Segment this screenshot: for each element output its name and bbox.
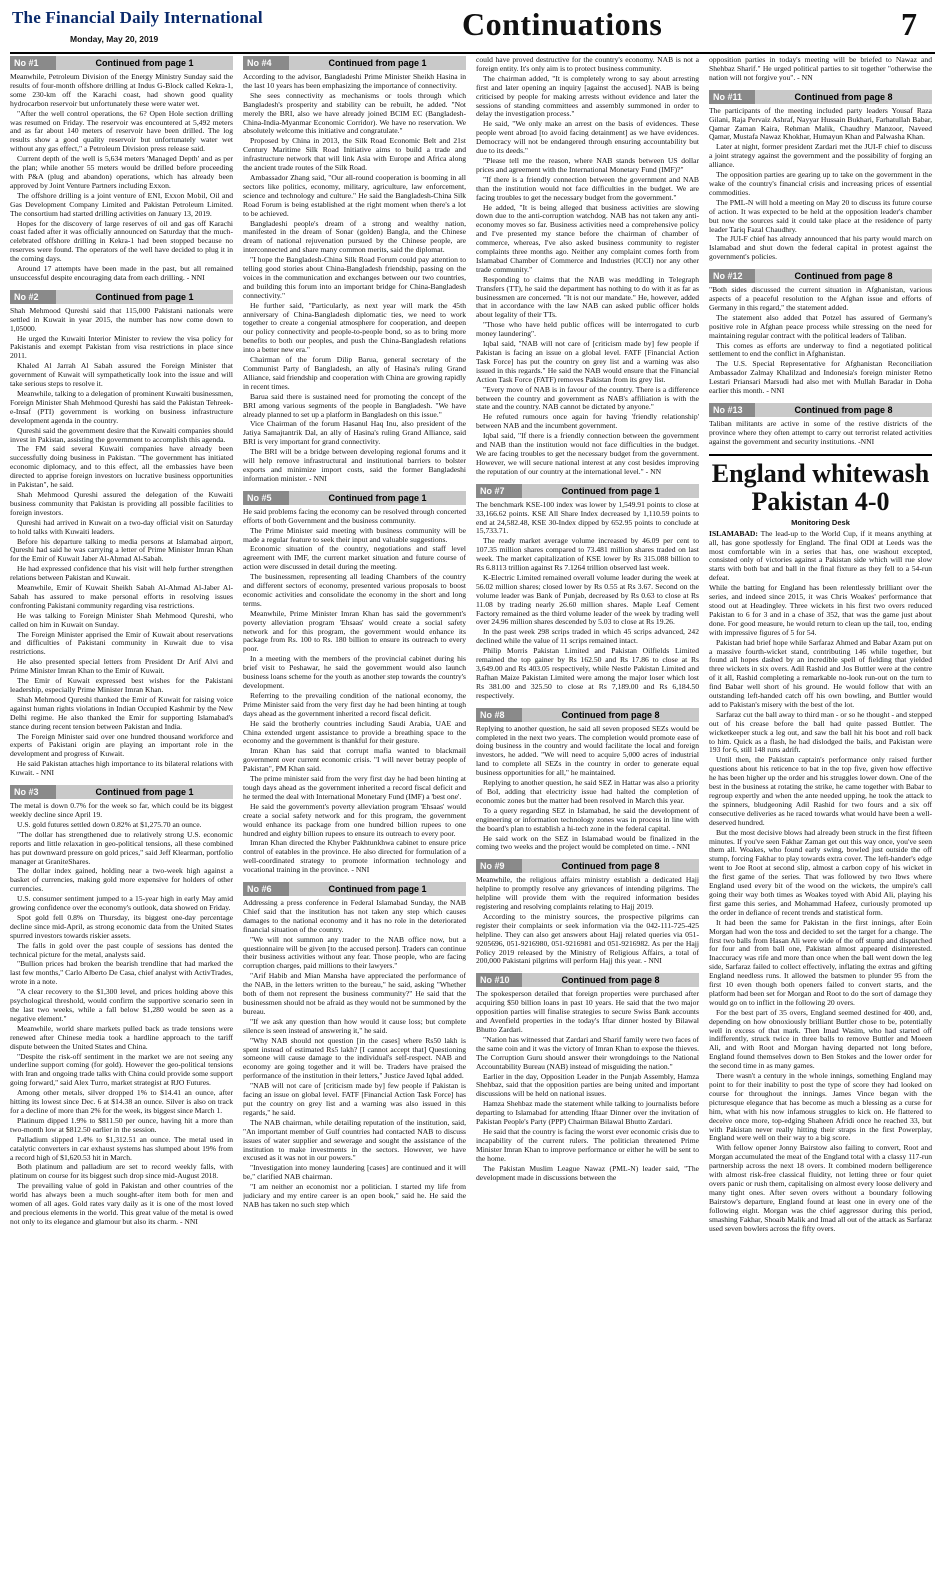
- masthead: [10, 6, 935, 54]
- story-header: [243, 882, 466, 896]
- story-body: [709, 286, 932, 396]
- story-paragraph: Shah Mehmood Qureshi said that 115,000 Pakistani nationals were settled in Kuwait in year 2015, the number has now come down to 1,05000.: [10, 305, 233, 333]
- story-title: Continued from page 8: [522, 708, 699, 722]
- story-paragraph: Meanwhile, world share markets pulled back as trade tensions were renewed after Chinese media took a hardline approach to the tariff dispute between the United States and China.: [10, 1023, 233, 1051]
- story-4: [243, 56, 466, 484]
- story-paragraph: Replying to another question, he said SEZ in Hattar was also a priority of BoI, adding that electricity issue had halted the completion of economic zones but the matter had been resolved in March this year.: [476, 778, 699, 805]
- article-paragraph: But the most decisive blows had already been struck in the first fifteen minutes. If you've seen Fakhar Zaman get out this way once, you've seen them all. Woakes, who found early swing, bowled just outside the off stump, forcing Fakhar to play towards extra cover. The left-hander's edge went to Joe Root at second slip, almost a carbon copy of his wicket in the first game of the series. That was followed by two lbws where England used every bit of the wood on the wickets, the umpire's call going their way both times as Woakes toyed with Abid Ali, playing his first game this series, and Mohammad Hafeez, curiously promoted up the order in defiance of recent trends and statistical form.: [709, 827, 932, 917]
- story-paragraph: "Please tell me the reason, where NAB stands between US dollar prices and agreement with the International Monetary Fund (IMF)?": [476, 155, 699, 174]
- story-paragraph: Meanwhile, the religious affairs ministry establish a dedicated Hajj helpline to promptly resolve any grievances of intending pilgrims. The helpline will provide them with the required information besides registering and resolving complaints relating to Hajj 2019.: [476, 875, 699, 912]
- story-number: No #13: [709, 403, 755, 417]
- story-paragraph: According to the ministry sources, the prospective pilgrims can register their complaints or seek information via the 042-111-725-425 helpline. They can also get answers about Hajj related queries via 051-9205696, 051-9216980, 051-9216981 and 051-9216982. As per the Hajj Policy 2019 released by the Ministry of Religious Affairs, a total of 200,000 Pakistani pilgrims will perform Hajj this year. - NNI: [476, 911, 699, 966]
- story-body: [476, 725, 699, 853]
- story-paragraph: Philip Morris Pakistan Limited and Pakistan Oilfields Limited remained the top gainer by Rs 162.50 and Rs 17.86 to close at Rs 3,649.00 and Rs 403.05 respectively, while Nestle Pakistan Limited and Rafhan Maize Pakistan Limited were among the major loser which lost Rs 381.00 and 325.50 to close at Rs 7,189.00 and Rs 6,184.50 respectively.: [476, 646, 699, 700]
- story-title: Continued from page 1: [289, 491, 466, 505]
- story-paragraph: He said Pakistan attaches high importance to its bilateral relations with Kuwait. - NNI: [10, 759, 233, 778]
- story-paragraph: Qureshi had arrived in Kuwait on a two-day official visit on Saturday to hold talks with Kuwaiti leaders.: [10, 517, 233, 536]
- story-paragraph: "If we ask any question than how would it cause loss; but complete silence is seen instead of answering it," he said.: [243, 1016, 466, 1035]
- story-paragraph: The statement also added that Potzel has assured of Germany's positive role in Afghan peace process while stressing on the need for maintaining regular contract with the political leaders of Taliban.: [709, 312, 932, 340]
- story-paragraph: "Bullion prices had broken the bearish trendline that had marked the last few months," Carlo Alberto De Casa, chief analyst with ActivTrades, wrote in a note.: [10, 959, 233, 987]
- story-header: [243, 56, 466, 70]
- story-paragraph: He said work on the SEZ in Islamabad would be finalized in the coming two weeks and the project would be completed on time. - NNI: [476, 833, 699, 852]
- story-paragraph: "If there is a friendly connection between the government and NAB than the institution would not face difficulties in the budget. We are facing troubles to get the necessary budget from the government.": [476, 174, 699, 202]
- story-paragraph: "Arif Habib and Mian Mansha have appreciated the performance of the NAB, in the letters written to the bureau," he said, asking "Whether both of them not represent the business community?" He said that the businessmen should not be afraid as they would not be summoned by the bureau.: [243, 971, 466, 1016]
- story-header: [10, 56, 233, 70]
- story-paragraph: Meanwhile, talking to a delegation of prominent Kuwaiti businessmen, Foreign Minister Shah Mehmood Qureshi has said the Pakistan Tehreek-e-Insaf (PTI) government is working on business infrastructure development agenda in the country.: [10, 389, 233, 425]
- page-number: 7: [901, 6, 917, 42]
- column-4: [709, 56, 932, 1581]
- story-paragraph: Iqbal said, "NAB will not care of [criticism made by] few people if Pakistan is facing an issue on a global level. FATF [Financial Action Task Force] has put the country on grey list and a warning was also issued in this regards." He said the NAB would ensure that the Financial Action Task Force (FATF) removes Pakistan from its grey list.: [476, 339, 699, 384]
- story-paragraph: "NAB will not care of [criticism made by] few people if Pakistan is facing an issue on global level. FATF [Financial Action Task Force] has put the country on grey list and a warning was also issued in this regards," he said.: [243, 1081, 466, 1117]
- story-paragraph: He was talking to Foreign Minister Shah Mehmood Qureshi, who called on him in Kuwait on Sunday.: [10, 610, 233, 629]
- story-number: No #9: [476, 859, 522, 873]
- story-paragraph: Ambassador Zhang said, "Our all-round cooperation is booming in all sectors like politics, economy, military, agriculture, law enforcement, science and technology and culture." He said the Bangladesh-China Silk Road Forum is being established at the right moment when there's a lot to be achieved.: [243, 172, 466, 218]
- story-paragraph: The participants of the meeting included party leaders Yousaf Raza Gilani, Raja Pervaiz Ashraf, Nayyar Hussain Bukhari, Farhatullah Babar, Qamar Zaman Kaira, Rehman Malik, Chaudhry Manzoor, Naveed Qamar, Mustafa Nawaz Khokhar, Humayun Khan and Palwasha Khan.: [709, 105, 932, 142]
- story-paragraph: Responding to claims that the NAB was meddling in Telegraph Transfers (TT), he said the department has nothing to do with it as far as businessmen are concerned. "It is not our mandate." He, however, added that in accordance with the law NAB can asked public officer holds about legality of their TTs.: [476, 274, 699, 320]
- story-body: [709, 420, 932, 447]
- story-paragraph: The offshore drilling is a joint venture of ENI, Exxon Mobil, Oil and Gas Development Company Limited and Pakistan Petroleum Limited. The consortium had started drilling activities on January 13, 2019.: [10, 190, 233, 218]
- story-paragraph: Both platinum and palladium are set to record weekly falls, with platinum on course for its biggest such drop since mid-August 2018.: [10, 1162, 233, 1181]
- england-byline: Monitoring Desk: [791, 517, 850, 527]
- story-header: [476, 859, 699, 873]
- story-paragraph: "Despite the risk-off sentiment in the market we are not seeing any underline support coming (for gold). However the geo-political tensions with Iran and ongoing trade talks with China could provide some support going forward," said Alex Turro, market strategist at RJO Futures.: [10, 1051, 233, 1088]
- story-body: [243, 508, 466, 875]
- story-paragraph: He further said, "Particularly, as next year will mark the 45th anniversary of China-Bangladesh diplomatic ties, we need to work together to create a congenial atmosphere for cooperation, and deepen our policy connectivity and people-to-people bond, so as to bring more benefits to both our peoples, and push the China-Bangladesh relations into a better new era.": [243, 300, 466, 355]
- story-paragraph: The spokesperson detailed that foreign properties were purchased after acquiring $50 billion loans in past 10 years. He said that the two major opposition parties will finalise strategies to secure Swiss Bank accounts and Avenfield properties in the today's Iftar dinner hosted by Bilawal Bhutto Zardari.: [476, 989, 699, 1034]
- england-article-body: [709, 530, 932, 1234]
- story-paragraph: He said that the country is facing the worst ever economic crisis due to incapability of the current rulers. The politician threatened Prime Minister Imran Khan to improve performance or either he will be sent to the home.: [476, 1126, 699, 1163]
- story-paragraph: "After the well control operations, the 6? Open Hole section drilling was resumed on Friday. The reservoir was encountered at 5,492 meters and as far about 140 meters of reservoir have been drilled. The log results show a good quality reservoir but unfortunately water wet without any gas effect," a Petroleum Division press release said.: [10, 108, 233, 154]
- story-paragraph: He said, "We only make an arrest on the basis of evidences. These people went abroad [to avoid facing detainment] as we have evidences. Democracy will not be endangered through ensuring accountability but due to its deeds.": [476, 119, 699, 156]
- story-body: [243, 899, 466, 1210]
- story-paragraph: The metal is down 0.7% for the week so far, which could be its biggest weekly decline since April 19.: [10, 801, 233, 819]
- story-paragraph: Current depth of the well is 5,634 meters 'Managed Depth' and as per the plan; while another 55 meters would be drilled before proceeding with P&A (plug and abandon) operations, which has already been approved by Joint Venture Partners including Exxon.: [10, 154, 233, 190]
- story-paragraph: He urged the Kuwaiti Interior Minister to review the visa policy for Pakistanis and exempt Pakistan from visa restrictions in place since 2011.: [10, 333, 233, 361]
- story-10: [476, 973, 699, 1182]
- story-paragraph: Imran Khan has said that corrupt mafia wanted to blackmail government over current economic crisis. "I will never betray people of Pakistan", PM Khan said.: [243, 746, 466, 774]
- story-paragraph: He added, "It is being alleged that business activities are slowing down due to the anti-corruption watchdog. NAB has not taken any anti-economy moves so far. Business activities need a comprehensive policy and I've presented my stance before the chairman of chamber of commerce, whereas, I've also asked business community to register complaints three months ago. Neither any complaint comes forth from Islamabad Chamber of Commerce and Industries (ICCI) nor any other trade community.": [476, 202, 699, 274]
- story-body: [10, 73, 233, 283]
- story-number: No #10: [476, 973, 522, 987]
- story-header: [476, 973, 699, 987]
- story-paragraph: Later at night, former president Zardari met the JUI-F chief to discuss a joint strategy against the government and the possibility of forging an alliance.: [709, 142, 932, 170]
- story-number: No #12: [709, 269, 755, 283]
- story-paragraph: The PML-N will hold a meeting on May 20 to discuss its future course of action. It was expected to be held at the opposition leader's chamber but now the sources said it could take place at the residence of party leader Tariq Fazal Chaudhry.: [709, 197, 932, 234]
- story-body: [476, 990, 699, 1182]
- story-body: [476, 876, 699, 966]
- columns: [10, 56, 935, 1581]
- story-paragraph: Meanwhile, Petroleum Division of the Energy Ministry Sunday said the results of four-month offshore drilling at Indus G-Block called Kekra-1, some 230-km off the Karachi coast, had shown good quality hydrocarbon reservoir but unfortunately these were water wet.: [10, 72, 233, 108]
- england-lead: [709, 530, 932, 583]
- story-13: [709, 403, 932, 447]
- story-paragraph: The FM said several Kuwaiti companies have already been successfully doing business in Pakistan. "The government has initiated economic diplomacy, and to this effect, all the embassies have been directed to apprise foreign investors on lucrative business opportunities in Pakistan", he said.: [10, 444, 233, 490]
- story-paragraph: "Why NAB should not question [in the cases] where Rs50 lakh is spent instead of estimated Rs5 lakh? [I cannot accept that] Questioning someone will cause damage to the individual's self-respect. NAB and economy are going together and it will be. Traders have praised the performance of the institution in their letters," Justice Javed Iqbal added.: [243, 1035, 466, 1081]
- article-paragraph: Until then, the Pakistan captain's performance only raised further questions about his reticence to bat in the top five, given how effective he has been higher up the order and his struggles lower down. One of the best in the business at rotating the strike, he came together with Babar to regroup expertly and when the ante needed upping, he took the attack to the spinners, bludgeoning Adil Rashid for two fours and a six off consecutive deliveries as he raced towards what would have been a well-deserved hundred.: [709, 755, 932, 827]
- section-title: Continuations: [462, 6, 663, 42]
- story-paragraph: Economic situation of the country, negotiations and staff level agreement with IMF, the current market situation and future course of action were discussed in detail during the meeting.: [243, 544, 466, 572]
- story-body: [243, 73, 466, 484]
- story-paragraph: "Nation has witnessed that Zardari and Sharif family were two faces of the same coin and it was the victory of Imran Khan to expose the thieves. The Corruption Guru should answer their wrongdoings to the National Accountability Bureau (NAB) instead of misguiding the nation.": [476, 1034, 699, 1071]
- story-paragraph: The NAB chairman, while detailing reputation of the institution, said, "An important member of Gulf countries had contacted NAB to discuss issues of water supplier and sewerage and sought the assistance of the institution to make investments in the sectors. However, we have excused as it was not in our powers.": [243, 1117, 466, 1163]
- story-paragraph: opposition parties in today's meeting will be briefed to Nawaz and Shehbaz Sharif." He urged political parties to sit together "otherwise the nation will not forgive you". - NN: [709, 56, 932, 82]
- story-paragraph: Barua said there is sustained need for promoting the concept of the BRI among various segments of the people in Bangladesh. "We have already planned to set up a platform in Bangladesh on this issue.": [243, 391, 466, 419]
- story-title: Continued from page 8: [522, 859, 699, 873]
- article-paragraph: While the batting for England has been relentlessly brilliant over the series, and indeed since 2015, it was Chris Woakes' performance that stood out at Headingley. Three wickets in his first two overs reduced Pakistan to 6 for 3 and in a chase of 352, that was the game just about done. For good measure, he would return to clean up the tail, too, ending with impressive figures of 5 for 54.: [709, 583, 932, 637]
- story-paragraph: Shah Mehmood Qureshi thanked the Emir of Kuwait for raising voice against human rights violations in Indian Occupied Kashmir by the New Delhi regime. He also thanked the Emir for supporting Islamabad's stance during recent tension between Pakistan and India.: [10, 694, 233, 731]
- story-paragraph: Meanwhile, Emir of Kuwait Sheikh Sabah Al-Ahmad Al-Jaber Al-Sabah has assured to make personal efforts in resolving issues confronting Pakistani community regarding visa restrictions.: [10, 583, 233, 610]
- story-body: [476, 501, 699, 701]
- story-paragraph: The Prime Minister said meeting with business community will be made a regular feature to seek their input and valuable suggestions.: [243, 525, 466, 544]
- story-paragraph: Platinum dipped 1.9% to $811.50 per ounce, having hit a more than two-month low at $812.50 earlier in the session.: [10, 1115, 233, 1134]
- story-number: No #5: [243, 491, 289, 505]
- story-body: [10, 307, 233, 778]
- story-paragraph: Before his departure talking to media persons at Islamabad airport, Qureshi had said he was carrying a letter of Prime Minister Imran Khan for the Emir of Kuwait Jaber Al-Ahmad Al-Sabah.: [10, 536, 233, 564]
- story-paragraph: Khaled Al Jarrah Al Sabah assured the Foreign Minister that government of Kuwait will sympathetically look into the issue and will take serious steps to resolve it.: [10, 361, 233, 389]
- story-12: [709, 269, 932, 396]
- column-1: [10, 56, 233, 1581]
- story-paragraph: Among other metals, silver dropped 1% to $14.41 an ounce, after hitting its lowest since Dec. 6 at $14.38 an ounce. Silver is also on track for a decline of more than 2% for the week, its biggest since March 1.: [10, 1088, 233, 1115]
- story-paragraph: She sees connectivity as mechanisms or tools through which Bangladesh's prosperity and stability can be rebuilt, he added. "Not merely the BRI, also we have already joined BCIM EC (Bangladesh-China-India-Myanmar Economic Corridor). We have no reservation. We absolutely welcome this initiative and congratulate.": [243, 90, 466, 136]
- story-header: [10, 785, 233, 799]
- story-paragraph: "A clear recovery to the $1,300 level, and prices holding above this psychological threshold, would confirm the supportive scenario seen in the last two weeks, while a fall below $1,280 would be seen as a negative element.": [10, 987, 233, 1023]
- story-paragraph: "The dollar has strengthened due to relatively strong U.S. economic reports and little relaxation in geo-political tensions, all these combined has put downward pressure on gold prices," said Jeff Klearman, portfolio manager at GraniteShares.: [10, 829, 233, 866]
- story-paragraph: Bangladeshi people's dream of a strong and wealthy nation, manifested in the dream of Sonar (golden) Bangla, and the Chinese dream of national rejuvenation pursued by the Chinese people, are interconnected and share many common merits, said the diplomat.: [243, 218, 466, 255]
- story-10-continued: [709, 56, 932, 83]
- story-title: Continued from page 1: [56, 56, 233, 70]
- story-number: No #11: [709, 90, 755, 104]
- story-paragraph: "Those who have held public offices will be interrogated to curb money laundering".: [476, 320, 699, 339]
- story-paragraph: Imran Khan directed the Khyber Pakhtunkhwa cabinet to ensure price control of eatables in the province. He also directed for formulation of a well-coordinated strategy to promote information technology and vocational training in the province. - NNI: [243, 838, 466, 875]
- story-6-continued: [476, 56, 699, 477]
- story-header: [476, 708, 699, 722]
- article-paragraph: Sarfaraz cut the ball away to third man - or so he thought - and stepped out of his crease before the ball had quite passed Buttler. The wicketkeeper stuck a leg out, and saw the ball hit his boot and roll back to him. Quick as a flash, he had dislodged the bails, and Pakistan were 193 for 6, still 148 runs adrift.: [709, 709, 932, 755]
- story-paragraph: "I am neither an economist nor a politician. I started my life from judiciary and my entire career is an open book," said he. He said the NAB has taken no such step which: [243, 1182, 466, 1209]
- story-paragraph: In a meeting with the members of the provincial cabinet during his brief visit to Peshawar, he said the government would also launch business loans scheme for the youth as another step towards the country's development.: [243, 654, 466, 690]
- story-title: Continued from page 1: [289, 56, 466, 70]
- story-number: No #4: [243, 56, 289, 70]
- article-paragraph: There wasn't a century in the whole innings, something England may point to for their inability to post the type of score they had looked on course for throughout the innings. James Vince began with the picturesque elegance that has become as much a blessing as a curse for him, what with his now infamous struggles to kick on. He flattered to deceive once more, top-edging Shaheen Afridi once he reached 33, but with Pakistan never really hitting their straps in the first Powerplay, England were well on their way to a big score.: [709, 1071, 932, 1143]
- story-title: Continued from page 1: [522, 484, 699, 498]
- story-paragraph: He had expressed confidence that his visit will help further strengthen relations between Pakistan and Kuwait.: [10, 564, 233, 583]
- story-paragraph: The Foreign Minister apprised the Emir of Kuwait about reservations and difficulties of Pakistani community in Kuwait due to visa restrictions.: [10, 629, 233, 657]
- story-number: No #8: [476, 708, 522, 722]
- story-title: Continued from page 8: [755, 90, 932, 104]
- story-paragraph: Referring to the prevailing condition of the national economy, the Prime Minister said from the very first day he had been hinting at tough days ahead as the government inherited a record fiscal deficit.: [243, 690, 466, 718]
- story-paragraph: Spot gold fell 0.8% on Thursday, its biggest one-day percentage decline since mid-April, as strong economic data from the United States spurred investors towards riskier assets.: [10, 912, 233, 940]
- story-paragraph: could have proved destructive for the country's economy. NAB is not a foreign entity. It's only aim is to protect business community.: [476, 56, 699, 73]
- story-6: [243, 882, 466, 1210]
- story-number: No #6: [243, 882, 289, 896]
- story-title: Continued from page 1: [56, 785, 233, 799]
- story-number: No #3: [10, 785, 56, 799]
- story-paragraph: In the past week 298 scrips traded in which 45 scrips advanced, 242 declined while the value of 11 scrips remained intact.: [476, 627, 699, 646]
- story-paragraph: Qureshi said the government desire that the Kuwaiti companies should invest in Pakistan, assisting the government to accomplish this agenda.: [10, 425, 233, 444]
- article-paragraph: With fellow opener Jonny Bairstow also failing to convert, Root and Morgan accumulated the meat of the England total with a classy 117-run partnership across the next 18 overs. It combined modern belligerence with almost risk-free classical fluidity, not letting three or four quiet overs panic or rush them, capitalising on almost every loose delivery and many tight ones. After seven overs without a boundary following Bairstow's departure, England found at least one in every one of the following eight. Morgan was the chief aggressor during this period, smashing Fakhar, Shoaib Malik and Imad all out of the attack as Sarfaraz used seven bowlers across the fifty overs.: [709, 1143, 932, 1233]
- article-paragraph: For the best part of 35 overs, England seemed destined for 400, and, depending on how obnoxiously brilliant Buttler chose to be, potentially well in excess of that mark. Then Imad Wasim, who had started off indifferently, struck twice in three balls to remove Buttler and Moeen Ali, and with Root and Morgan having departed not long before, England found themselves down to Ben Stokes and the lower order for the second time in as many games.: [709, 1007, 932, 1071]
- story-paragraph: U.S. gold futures settled down 0.82% at $1,275.70 an ounce.: [17, 819, 202, 829]
- story-number: No #1: [10, 56, 56, 70]
- story-paragraph: Iqbal said, "If there is a friendly connection between the government and NAB than the institution would not face difficulties in the budget. We are facing troubles to get the necessary budget from the government. However, we will secure national interest at any cost besides improving the reputation of our country at the international level." - NN: [476, 431, 699, 476]
- story-11: [709, 90, 932, 262]
- story-paragraph: Replying to another question, he said all seven proposed SEZs would be completed in the next two years. The completion would promote ease of doing business in the country and would facilitate the local and foreign investors, he added. "We will need to acquire 5,000 acres of industrial land to complete all SEZs in the country in order to generate equal business opportunities for all," he maintained.: [476, 723, 699, 778]
- story-2: [10, 290, 233, 778]
- story-paragraph: U.S. consumer sentiment jumped to a 15-year high in early May amid growing confidence over the economy's outlook, data showed on Friday.: [10, 894, 233, 913]
- story-header: [709, 403, 932, 417]
- article-paragraph: It had been the same for Pakistan in the first innings, after Eoin Morgan had won the toss and decided to set the target for a change. The first two balls from Hasan Ali were wide of the off stump and dispatched for four and from ball one, Pakistan almost appeared disinterested. Inaccuracy was rife and more than once when the ball went down the leg side, Sarfaraz failed to collect effectively, inflating the extras and gifting England needless runs. It allowed the batsmen to plunder 95 from the first 10 even though both openers failed to convert starts, and the platform had been set for Morgan and Root to do the sort of damage they would go on to inflict in the following 20 overs.: [709, 917, 932, 1007]
- story-paragraph: He said the government's poverty alleviation program 'Ehsaas' would create a social safety network and for this program, the government would enhance its package from one hundred billion rupees to one hundred and eighty billion rupees to ensure its outreach to every poor.: [243, 801, 466, 838]
- story-paragraph: Vice Chairman of the forum Hasanul Haq Inu, also president of the Jatiya Samajtantrik Dal, an ally of Hasina's ruling Grand Alliance, said BRI is very important for grand connectivity.: [243, 419, 466, 447]
- story-title: Continued from page 1: [289, 882, 466, 896]
- england-lead-text: The lead-up to the World Cup, if it means anything at all, has gone spotlessly for England. The final ODI at Leeds was the most comfortable win in a series that has, one washout excepted, consisted only of victories against a Pakistan side which will rue slow starts with both bat and ball in the final fixture as they fell to a 54-run defeat.: [709, 528, 932, 583]
- story-paragraph: Palladium slipped 1.4% to $1,312.51 an ounce. The metal used in catalytic converters in car exhaust systems has slumped about 19% from a record high of $1,620.53 hit in March.: [10, 1134, 233, 1162]
- story-paragraph: This comes as efforts are underway to find a negotiated political settlement to end the conflict in Afghanistan.: [709, 340, 932, 359]
- story-header: [709, 269, 932, 283]
- story-paragraph: He refuted rumours once again for having 'friendly relationship' between NAB and the incumbent government.: [476, 412, 699, 431]
- story-paragraph: The dollar index gained, holding near a two-week high against a basket of currencies, making gold more expensive for holders of other currencies.: [10, 866, 233, 894]
- story-paragraph: According to the advisor, Bangladeshi Prime Minister Sheikh Hasina in the last 10 years has been emphasizing the importance of connectivity.: [243, 72, 466, 90]
- story-paragraph: The falls in gold over the past couple of sessions has dented the technical picture for the metal, analysts said.: [10, 940, 233, 959]
- story-paragraph: The ready market average volume increased by 46.09 per cent to 107.35 million shares compared to 73.481 million shares traded on last week. The market capitalization of KSE lower by Rs 315.088 billion to Rs 6.8113 trillion against Rs 7.1264 trillion observed last week.: [476, 536, 699, 573]
- column-3: [476, 56, 699, 1581]
- story-paragraph: To a query regarding SEZ in Islamabad, he said the development of engineering or information technology zones was in process in line with the board's plan to establish a hi-tech zone in the federal capital.: [476, 805, 699, 833]
- story-paragraph: Shah Mehmood Qureshi assured the delegation of the Kuwaiti business community that Pakistan is providing all possible facilities to foreign investors.: [10, 489, 233, 517]
- story-body: [709, 107, 932, 262]
- england-headline: England whitewash Pakistan 4-0: [709, 454, 932, 516]
- story-paragraph: The Emir of Kuwait expressed best wishes for the Pakistani leadership, especially Prime Minister Imran Khan.: [10, 676, 233, 694]
- story-paragraph: The businessmen, representing all leading Chambers of the country and different sectors of economy, presented various proposals to boost economic activities and consolidate the economy in the short and long terms.: [243, 572, 466, 608]
- story-header: [476, 484, 699, 498]
- story-paragraph: "Every move of NAB is in favour of the country. There is a difference between the country and government as NAB's affiliation is with the state and the country. NAB cannot be dictated by anyone.": [476, 384, 699, 412]
- story-number: No #7: [476, 484, 522, 498]
- story-paragraph: He said the brotherly countries including Saudi Arabia, UAE and China extended urgent assistance to provide a breathing space to the economy and the government is thankful for their gesture.: [243, 718, 466, 746]
- story-paragraph: Hamza Shehbaz made the statement while talking to journalists before departing to Islamabad for attending Iftaar Dinner over the invitation of Pakistan People's Party (PPP) Chairman Bilawal Bhutto Zardari.: [476, 1099, 699, 1127]
- story-number: No #2: [10, 290, 56, 304]
- story-body: [10, 802, 233, 1227]
- story-header: [243, 491, 466, 505]
- story-8: [476, 708, 699, 853]
- story-9: [476, 859, 699, 966]
- story-body: [476, 56, 699, 477]
- newspaper-brand: The Financial Daily International: [12, 8, 263, 27]
- story-paragraph: The chairman added, "It is completely wrong to say about arresting first and later opening an inquiry [against the accused]. NAB is being criticised by people for making arrests without evidence and later the sessions of standing committees and assembly summoned in order to delay the investigation process.": [476, 73, 699, 119]
- story-paragraph: The JUI-F chief has already announced that his party would march on Islamabad and shut down the federal capital in protest against the government's policies.: [709, 234, 932, 262]
- story-3: [10, 785, 233, 1227]
- column-2: [243, 56, 466, 1581]
- story-header: [709, 90, 932, 104]
- england-paragraphs: [709, 584, 932, 1233]
- story-paragraph: Taliban militants are active in some of the restive districts of the province where they often attempt to carry out terrorist related activities against the government and security institutions. -NNI: [709, 419, 932, 446]
- story-paragraph: "We will not summon any trader to the NAB office now, but a questionnaire will be given [to the accused person]. Traders can continue their business activities without any fear. Those people, who are facing corruption charges, paid millions to their lawyers.": [243, 934, 466, 971]
- issue-date: Monday, May 20, 2019: [70, 34, 159, 44]
- story-title: Continued from page 8: [522, 973, 699, 987]
- story-paragraph: Addressing a press conference in Federal Islamabad Sunday, the NAB Chief said that the institution has not taken any step which causes damages to the national economy and it has no role in the deteriorated financial situation of the country.: [243, 898, 466, 934]
- story-title: Continued from page 1: [56, 290, 233, 304]
- england-dateline: ISLAMABAD:: [709, 528, 758, 538]
- story-paragraph: He also presented special letters from President Dr Arif Alvi and Prime Minister Imran Khan to the Emir of Kuwait.: [10, 657, 233, 676]
- story-paragraph: "Investigation into money laundering [cases] are continued and it will be," clarified NAB chairman.: [243, 1163, 466, 1182]
- story-paragraph: The BRI will be a bridge between developing regional forums and it will help remove infrastructural and institutional barriers to bolster exports and minimize import costs, said the former Bangladeshi information minister. - NNI: [243, 447, 466, 483]
- article-paragraph: Pakistan had brief hope while Sarfaraz Ahmed and Babar Azam put on a massive fourth-wicket stand, contributing 146 while together, but found all hopes dashed by an incredible spell of fielding that yielded three wickets in six overs. Adil Rashid and Jos Buttler were at the centre of it all, Rashid completing a remarkable no-look run-out on the turn to find Babar well short of his ground. He would follow that with an outstanding left-handed catch off his own bowling, and Buttler would add to Pakistan's misery with the best of the lot.: [709, 637, 932, 709]
- story-paragraph: Proposed by China in 2013, the Silk Road Economic Belt and 21st Century Maritime Silk Road Initiative aims to build a trade and infrastructure network that will link Asia with Europe and Africa along the ancient trade routes of the Silk Road.: [243, 136, 466, 173]
- story-1: [10, 56, 233, 283]
- story-paragraph: Hopes for the discovery of large reserves of oil and gas off Karachi coast faded after it was officially announced on Saturday that the much-celebrated offshore drilling in Kekra-1 had been stopped because no reserves were found. The operators of the well have decided to plug it in the coming days.: [10, 218, 233, 264]
- story-paragraph: "I hope the Bangladesh-China Silk Road Forum could pay attention to telling good stories about China-Bangladesh friendship, passing on the voices in the communication and exchanges between our two countries, and building this forum into an important bridge for China-Bangladesh connectivity.": [243, 255, 466, 300]
- story-title: Continued from page 8: [755, 269, 932, 283]
- story-paragraph: Meanwhile, Prime Minister Imran Khan has said the government's poverty alleviation program 'Ehsaas' would create a social safety network and for this program, the government would enhance its package from Rs. 100 to Rs. 180 billion to ensure its outreach to every poor.: [243, 608, 466, 654]
- story-paragraph: Chairman of the forum Dilip Barua, general secretary of the Communist Party of Bangladesh, an ally of Hasina's ruling Grand Alliance, said friendship and cooperation with China are growing rapidly in recent times.: [243, 355, 466, 391]
- story-title: Continued from page 8: [755, 403, 932, 417]
- story-paragraph: K-Electric Limited remained overall volume leader during the week at 56.02 million shares; closed lower by Rs 0.55 at Rs 3.67. Second on the volume leader was Bank of Punjab, decreased by Rs 0.63 to close at Rs 11.08 by trading nearly 26.60 million shares. Maple Leaf Cement Factory remained as the third volume leader of the week by trading well over 24.96 million shares descended by 5.03 to close at Rs 19.26.: [476, 572, 699, 627]
- story-paragraph: Earlier in the day, Opposition Leader in the Punjab Assembly, Hamza Shehbaz, said that the opposition parties are being united and important discussions will be held on national issues.: [476, 1071, 699, 1099]
- story-paragraph: The opposition parties are gearing up to take on the government in the wake of the country's financial crisis and increasing prices of essential commodities.: [709, 170, 932, 197]
- story-paragraph: The Foreign Minister said over one hundred thousand workforce and experts of Pakistani origin are playing an important role in the development and progress of Kuwait.: [10, 731, 233, 759]
- story-5: [243, 491, 466, 875]
- story-header: [10, 290, 233, 304]
- story-paragraph: He said problems facing the economy can be resolved through concerted efforts of both Government and the business community.: [243, 506, 466, 525]
- story-7: [476, 484, 699, 701]
- story-body: [709, 56, 932, 83]
- story-paragraph: Around 17 attempts have been made in the past, but all remained unsuccessful despite encouraging data from each drilling. - NNI: [10, 264, 233, 282]
- story-paragraph: "Both sides discussed the current situation in Afghanistan, various aspects of a peaceful resolution to the Afghan issue and efforts of Germany in this regard," the statement added.: [709, 285, 932, 312]
- story-paragraph: The Pakistan Muslim League Nawaz (PML-N) leader said, "The development made in discussions between the: [476, 1163, 699, 1182]
- story-paragraph: The U.S. Special Representative for Afghanistan Reconciliation Ambassador Zalmay Khalilzad and Indonesia's foreign minister Retno Lestari Priansari Marsudi had also met with Mullah Baradar in Doha earlier this month. - NNI: [709, 359, 932, 396]
- story-paragraph: The benchmark KSE-100 index was lower by 1,549.91 points to close at 33,166.62 points. KSE All Share Index decreased by 1,110.59 points to end at 24,582.48, KSE 30-Index dipped by 652.95 points to conclude at 15,733.71.: [476, 499, 699, 536]
- story-paragraph: The prevailing value of gold in Pakistan and other countries of the world has always been a much sought-after item both for men and women of all ages. Gold rates vary daily as it is one of the most loved and precious elements in the world. This great value of the metal is owed not only to its elegance and glamour but also its charm. - NNI: [10, 1181, 233, 1226]
- story-paragraph: The prime minister said from the very first day he had been hinting at tough days ahead as the government inherited a record fiscal deficit and he termed the deal with International Monetary Fund (IMF) a 'best one'.: [243, 774, 466, 801]
